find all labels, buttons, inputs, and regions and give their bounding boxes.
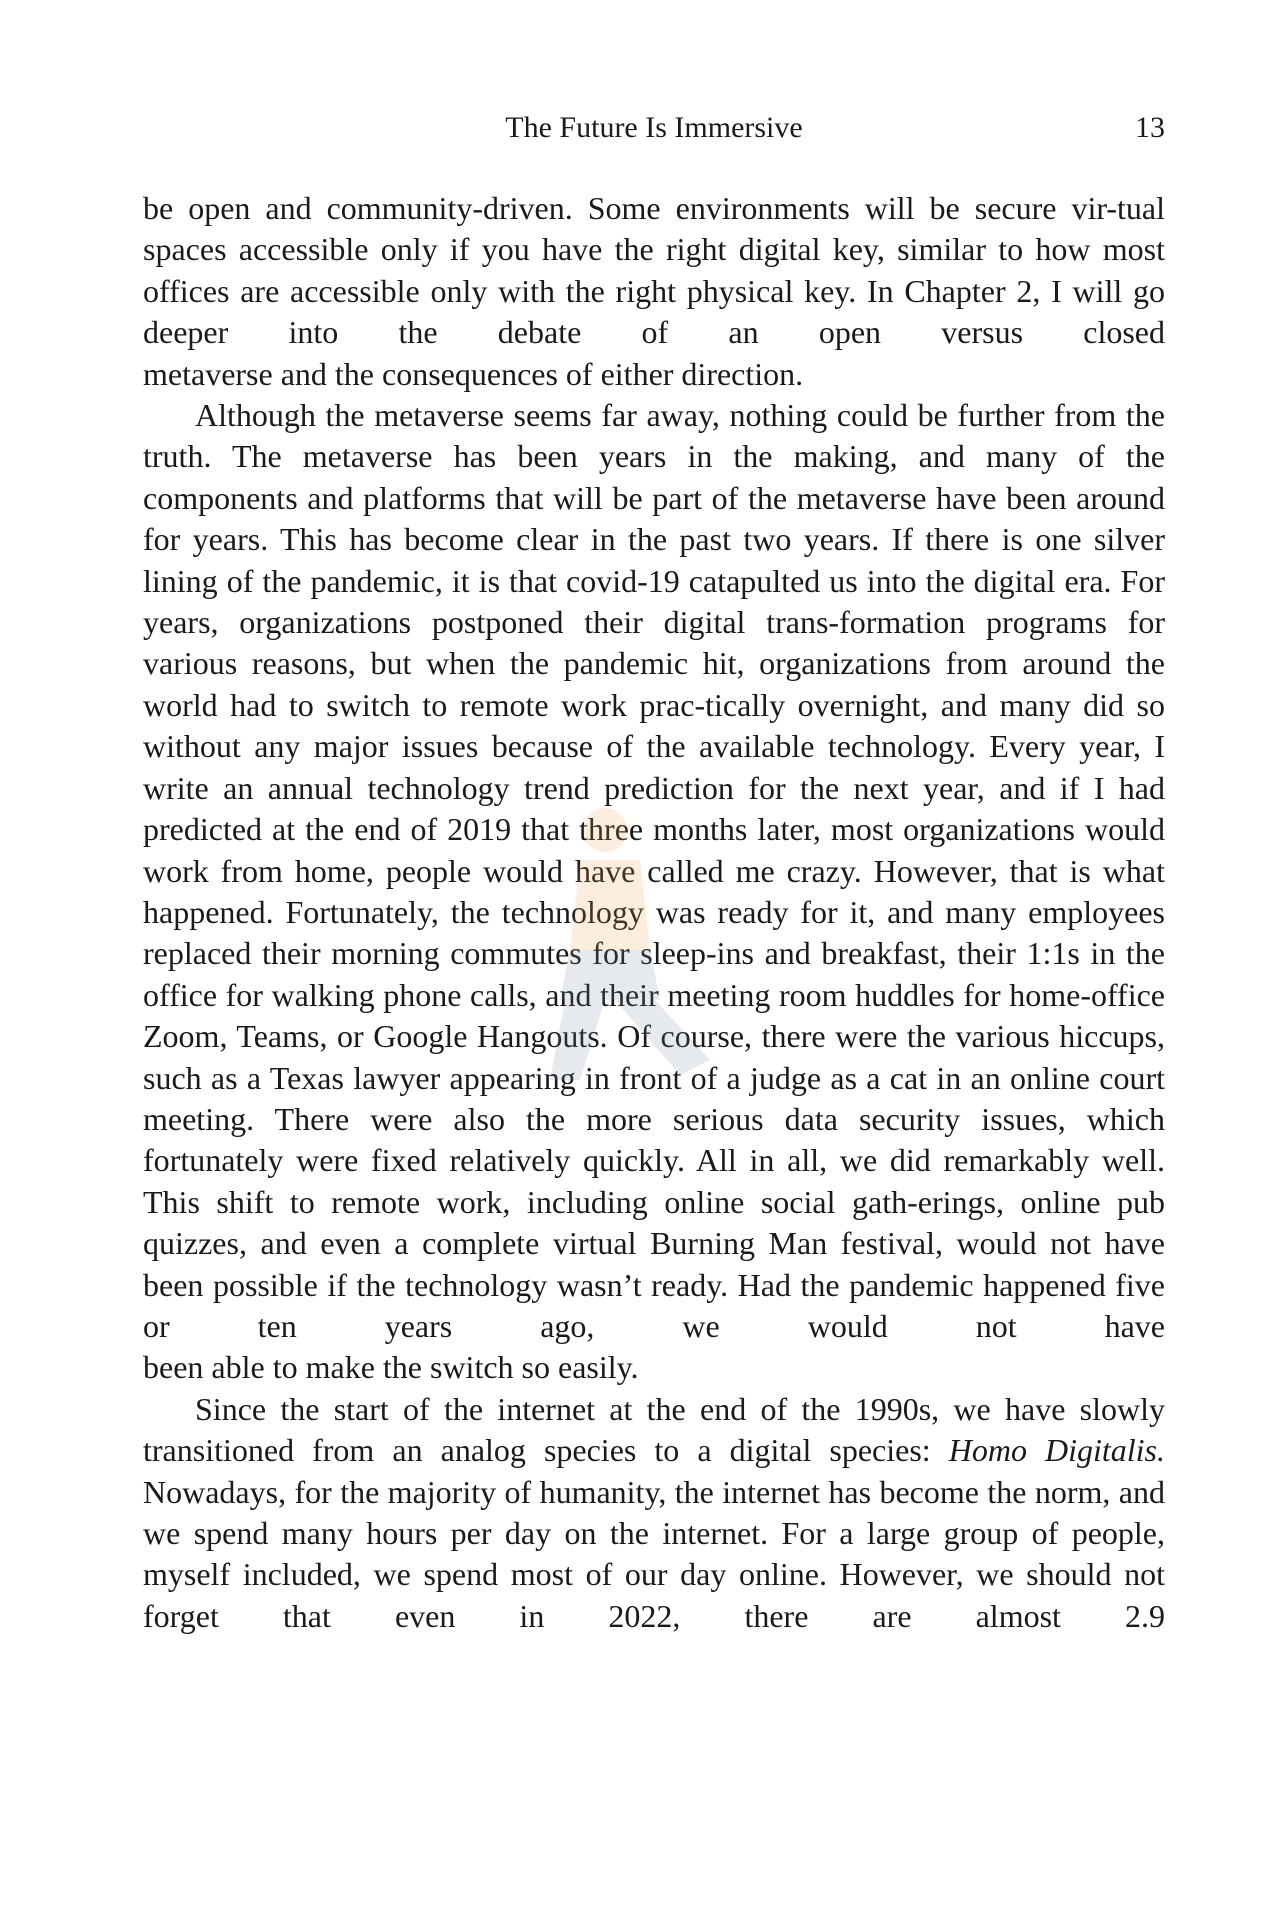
running-title: The Future Is Immersive [505, 111, 803, 144]
paragraph-2-last-line: been able to make the switch so easily. [143, 1349, 639, 1386]
running-head [143, 106, 1165, 150]
paragraph-1-text: be open and community-driven. Some environments will be secure vir-tual spaces accessible only if you have the right digital key, similar to how most offices are accessible only with the right physical key. In Chapter 2, I will go deeper into the debate of an open versus closed [143, 190, 1165, 351]
paragraph-3 [143, 1389, 1165, 1637]
paragraph-2 [143, 395, 1165, 1389]
paragraph-3-italic-term: Homo Digitalis. [948, 1432, 1166, 1469]
body-text [143, 188, 1165, 1637]
page-number: 13 [1135, 111, 1165, 144]
paragraph-2-text: Although the metaverse seems far away, nothing could be further from the truth. The metaverse has been years in the making, and many of the components and platforms that will be part of the metaverse have been around for years. This has become clear in the past two years. If there is one silver lining of the pandemic, it is that covid-19 catapulted us into the digital era. For years, organizations postponed their digital trans-formation programs for various reasons, but when the pandemic hit, organizations from around the world had to switch to remote work prac-tically overnight, and many did so without any major issues because of the available technology. Every year, I write an annual technology trend prediction for the next year, and if I had predicted at the end of 2019 that three months later, most organizations would work from home, people would have called me crazy. However, that is what happened. Fortunately, the technology was ready for it, and many employees replaced their morning commutes for sleep-ins and breakfast, their 1:1s in the office for walking phone calls, and their meeting room huddles for home-office Zoom, Teams, or Google Hangouts. Of course, there were the various hiccups, such as a Texas lawyer appearing in front of a judge as a cat in an online court meeting. There were also the more serious data security issues, which fortunately were fixed relatively quickly. All in all, we did remarkably well. This shift to remote work, including online social gath-erings, online pub quizzes, and even a complete virtual Burning Man festival, would not have been possible if the technology wasn’t ready. Had the pandemic happened five or ten years ago, we would not have [143, 397, 1165, 1344]
paragraph-3-text-before: Since the start of the internet at the end of the 1990s, we have slowly transitioned from an analog species to a digital species: [143, 1390, 1165, 1469]
paragraph-1-last-line: metaverse and the consequences of either direction. [143, 355, 804, 392]
paragraph-1 [143, 188, 1165, 395]
paragraph-3-text-after: Nowadays, for the majority of humanity, the internet has become the norm, and we spend many hours per day on the internet. For a large group of people, myself included, we spend most of our day online. However, we should not forget that even in 2022, there are almost 2.9 [143, 1473, 1165, 1634]
